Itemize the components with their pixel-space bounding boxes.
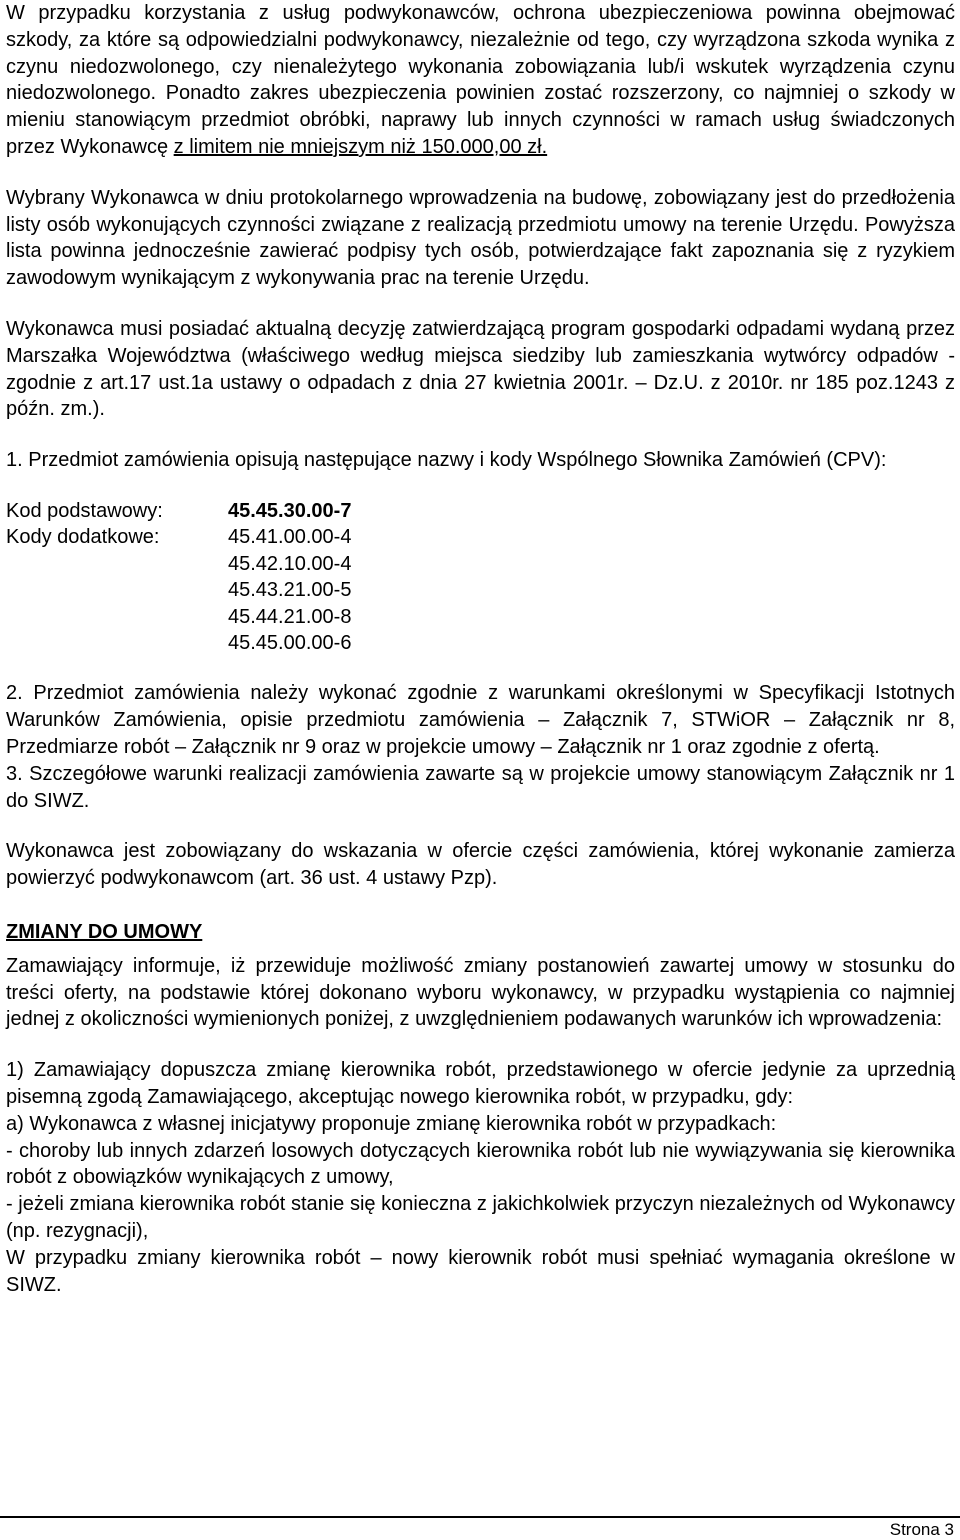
cpv-extra-code: 45.45.00.00-6 [228, 631, 352, 654]
paragraph-insurance [6, 0, 955, 161]
cpv-extra-code: 45.42.10.00-4 [228, 552, 352, 575]
paragraph-waste-decision: Wykonawca musi posiadać aktualną decyzję zatwierdzającą program gospodarki odpadami wydaną przez Marszałka Województwa (właściwego według miejsca siedziby lub zamieszkania wytwórcy odpadów - zgodnie z art.17 ust.1a ustawy o odpadach z dnia 27 kwietnia 2001r. – Dz.U. z 2010r. nr 185 poz.1243 z późn. zm.). [6, 317, 955, 421]
paragraph-order-scope: 2. Przedmiot zamówienia należy wykonać zgodnie z warunkami określonymi w Specyfikacji Istotnych Warunków Zamówienia, opisie przedmiotu zamówienia – Załącznik 7, STWiOR – Załącznik nr 8, Przedmiarze robót – Załącznik nr 9 oraz w projekcie umowy – Załącznik nr 1 oraz zgodnie z ofertą. [6, 682, 955, 758]
insurance-text: W przypadku korzystania z usług podwykonawców, ochrona ubezpieczeniowa powinna obejmować szkody, za które są odpowiedzialni podwykonawcy, niezależnie od tego, czy wyrządzona szkoda wynika z czynu niedozwolonego, czy nienależytego wykonania zobowiązania lub/i wskutek wyrządzenia czynu niedozwolonego. Ponadto zakres ubezpieczenia powinien zostać rozszerzony, co najmniej o szkody w mieniu stanowiącym przedmiot obróbki, naprawy lub innych czynności w ramach usług świadczonych przez Wykonawcę [6, 2, 955, 158]
cpv-extra-row [6, 604, 955, 630]
paragraph-initiative: a) Wykonawca z własnej inicjatywy proponuje zmianę kierownika robót w przypadkach: [6, 1112, 777, 1135]
paragraph-changes-intro: Zamawiający informuje, iż przewiduje możliwość zmiany postanowień zawartej umowy w stosunku do treści oferty, na podstawie której dokonano wyboru wykonawcy, w przypadku wystąpienia co najmniej jednej z okoliczności wymienionych poniżej, z uwzględnieniem podawanych warunków ich wprowadzenia: [6, 954, 955, 1031]
cpv-main-code: 45.45.30.00-7 [228, 499, 352, 522]
cpv-spacer [6, 577, 228, 603]
paragraph-worker-list: Wybrany Wykonawca w dniu protokolarnego wprowadzenia na budowę, zobowiązany jest do przedłożenia listy osób wykonujących czynności związane z realizacją przedmiotu umowy na terenie Urzędu. Powyższa lista powinna jednocześnie zawierać podpisy tych osób, potwierdzające fakt zapoznania się z ryzykiem zawodowym wynikającym z wykonywania prac na terenie Urzędu. [6, 186, 955, 290]
footer-rule [0, 1516, 960, 1518]
cpv-main-row [6, 498, 955, 524]
insurance-limit: z limitem nie mniejszym niż 150.000,00 zł. [173, 135, 548, 158]
cpv-spacer [6, 604, 228, 630]
cpv-extra-code: 45.41.00.00-4 [228, 526, 352, 549]
cpv-extra-code: 45.44.21.00-8 [228, 605, 352, 628]
cpv-extra-code: 45.43.21.00-5 [228, 579, 352, 602]
paragraph-manager-change: 1) Zamawiający dopuszcza zmianę kierownika robót, przedstawionego w ofercie jedynie za uprzednią pisemną zgodą Zamawiającego, akceptując nowego kierownika robót, w przypadku, gdy: [6, 1059, 955, 1108]
paragraph-cpv-intro: 1. Przedmiot zamówienia opisują następujące nazwy i kody Wspólnego Słownika Zamówień (CPV): [6, 449, 887, 472]
section-heading: ZMIANY DO UMOWY [6, 920, 203, 943]
list-item-illness: - choroby lub innych zdarzeń losowych dotyczących kierownika robót lub nie wywiązywania się kierownika robót z obowiązków wynikających z umowy, [6, 1139, 955, 1189]
cpv-main-label: Kod podstawowy: [6, 499, 163, 522]
cpv-extra-label: Kody dodatkowe: [6, 526, 160, 549]
cpv-spacer [6, 630, 228, 656]
cpv-codes [6, 498, 955, 656]
page-number: Strona 3 [889, 1520, 954, 1539]
cpv-extra-row [6, 577, 955, 603]
cpv-spacer [6, 551, 228, 577]
paragraph-detailed-terms: 3. Szczegółowe warunki realizacji zamówienia zawarte są w projekcie umowy stanowiącym Załącznik nr 1 do SIWZ. [6, 762, 955, 812]
list-item-necessity: - jeżeli zmiana kierownika robót stanie się konieczna z jakichkolwiek przyczyn niezależnych od Wykonawcy (np. rezygnacji), [6, 1193, 955, 1242]
paragraph-new-manager: W przypadku zmiany kierownika robót – nowy kierownik robót musi spełniać wymagania określone w SIWZ. [6, 1246, 955, 1296]
document-page [6, 0, 955, 1298]
cpv-extra-row [6, 524, 955, 550]
paragraph-subcontract: Wykonawca jest zobowiązany do wskazania w ofercie części zamówienia, której wykonanie zamierza powierzyć podwykonawcom (art. 36 ust. 4 ustawy Pzp). [6, 840, 955, 890]
cpv-extra-row [6, 551, 955, 577]
cpv-extra-row [6, 630, 955, 656]
